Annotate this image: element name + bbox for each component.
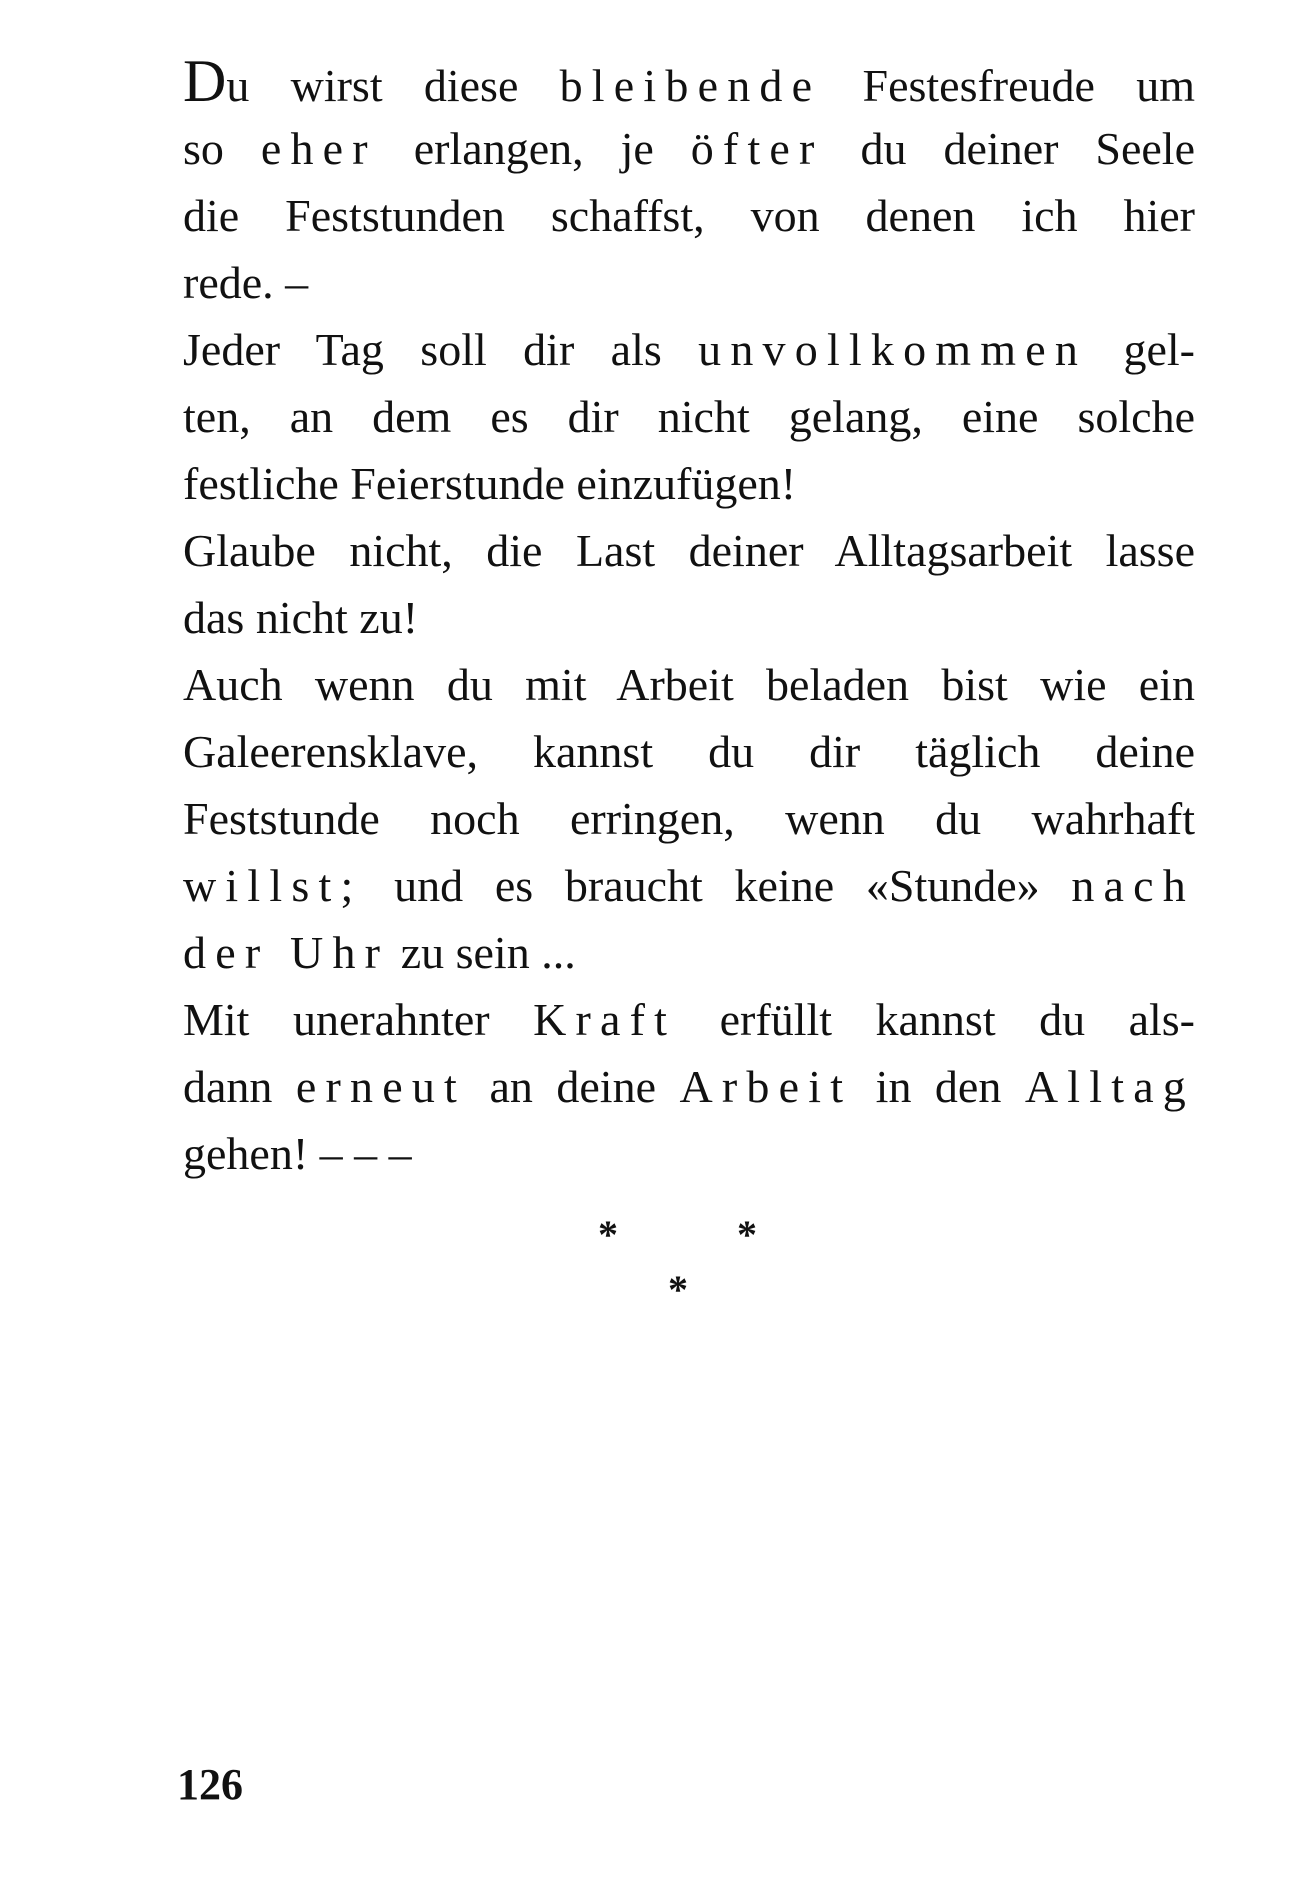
text-line: dann erneut an deine Arbeit in den Alltag <box>183 1061 1196 1112</box>
text-line: Du wirst diese bleibende Festesfreude um <box>183 48 1195 114</box>
text-line: gehen! – – – <box>183 1128 412 1179</box>
text-line: Auch wenn du mit Arbeit beladen bist wie ein <box>183 659 1195 710</box>
text-line: Mit unerahnter Kraft erfüllt kannst du als- <box>183 994 1195 1045</box>
spaced-word: willst; <box>183 860 363 911</box>
spaced-word: öfter <box>690 123 824 174</box>
text-line: Feststunde noch erringen, wenn du wahrhaft <box>183 793 1195 844</box>
text-line: der Uhr zu sein ... <box>183 927 576 978</box>
text-line: willst; und es braucht keine «Stunde» nach <box>183 860 1195 911</box>
spaced-word: Alltag <box>1024 1061 1196 1112</box>
text-line: Jeder Tag soll dir als unvollkommen gel- <box>183 324 1195 375</box>
spaced-word: bleibende <box>559 60 822 111</box>
text-line: ten, an dem es dir nicht gelang, eine solche <box>183 391 1195 442</box>
spaced-word: Arbeit <box>679 1061 853 1112</box>
text-line: festliche Feierstunde einzufügen! <box>183 458 797 509</box>
text-line: das nicht zu! <box>183 592 419 643</box>
asterisk: * <box>668 1267 688 1312</box>
spaced-word: eher <box>260 123 377 174</box>
page-number: 126 <box>177 1760 243 1809</box>
body-text <box>183 48 1195 1187</box>
text-line: die Feststunden schaffst, von denen ich hier <box>183 190 1195 241</box>
section-divider-asterism <box>0 1210 1300 1320</box>
text-line: Galeerensklave, kannst du dir täglich deine <box>183 726 1195 777</box>
text-line: so eher erlangen, je öfter du deiner Seele <box>183 123 1195 174</box>
text-line: Glaube nicht, die Last deiner Alltagsarbeit lasse <box>183 525 1195 576</box>
spaced-word: erneut <box>295 1061 467 1112</box>
asterisk: * <box>598 1212 618 1257</box>
text-line: rede. – <box>183 257 309 308</box>
spaced-word: unvollkommen <box>698 324 1088 375</box>
spaced-word: nach <box>1071 860 1195 911</box>
spaced-word: der Uhr <box>183 927 390 978</box>
asterisk: * <box>737 1212 757 1257</box>
spaced-word: Kraft <box>533 994 677 1045</box>
drop-capital: D <box>183 48 227 114</box>
